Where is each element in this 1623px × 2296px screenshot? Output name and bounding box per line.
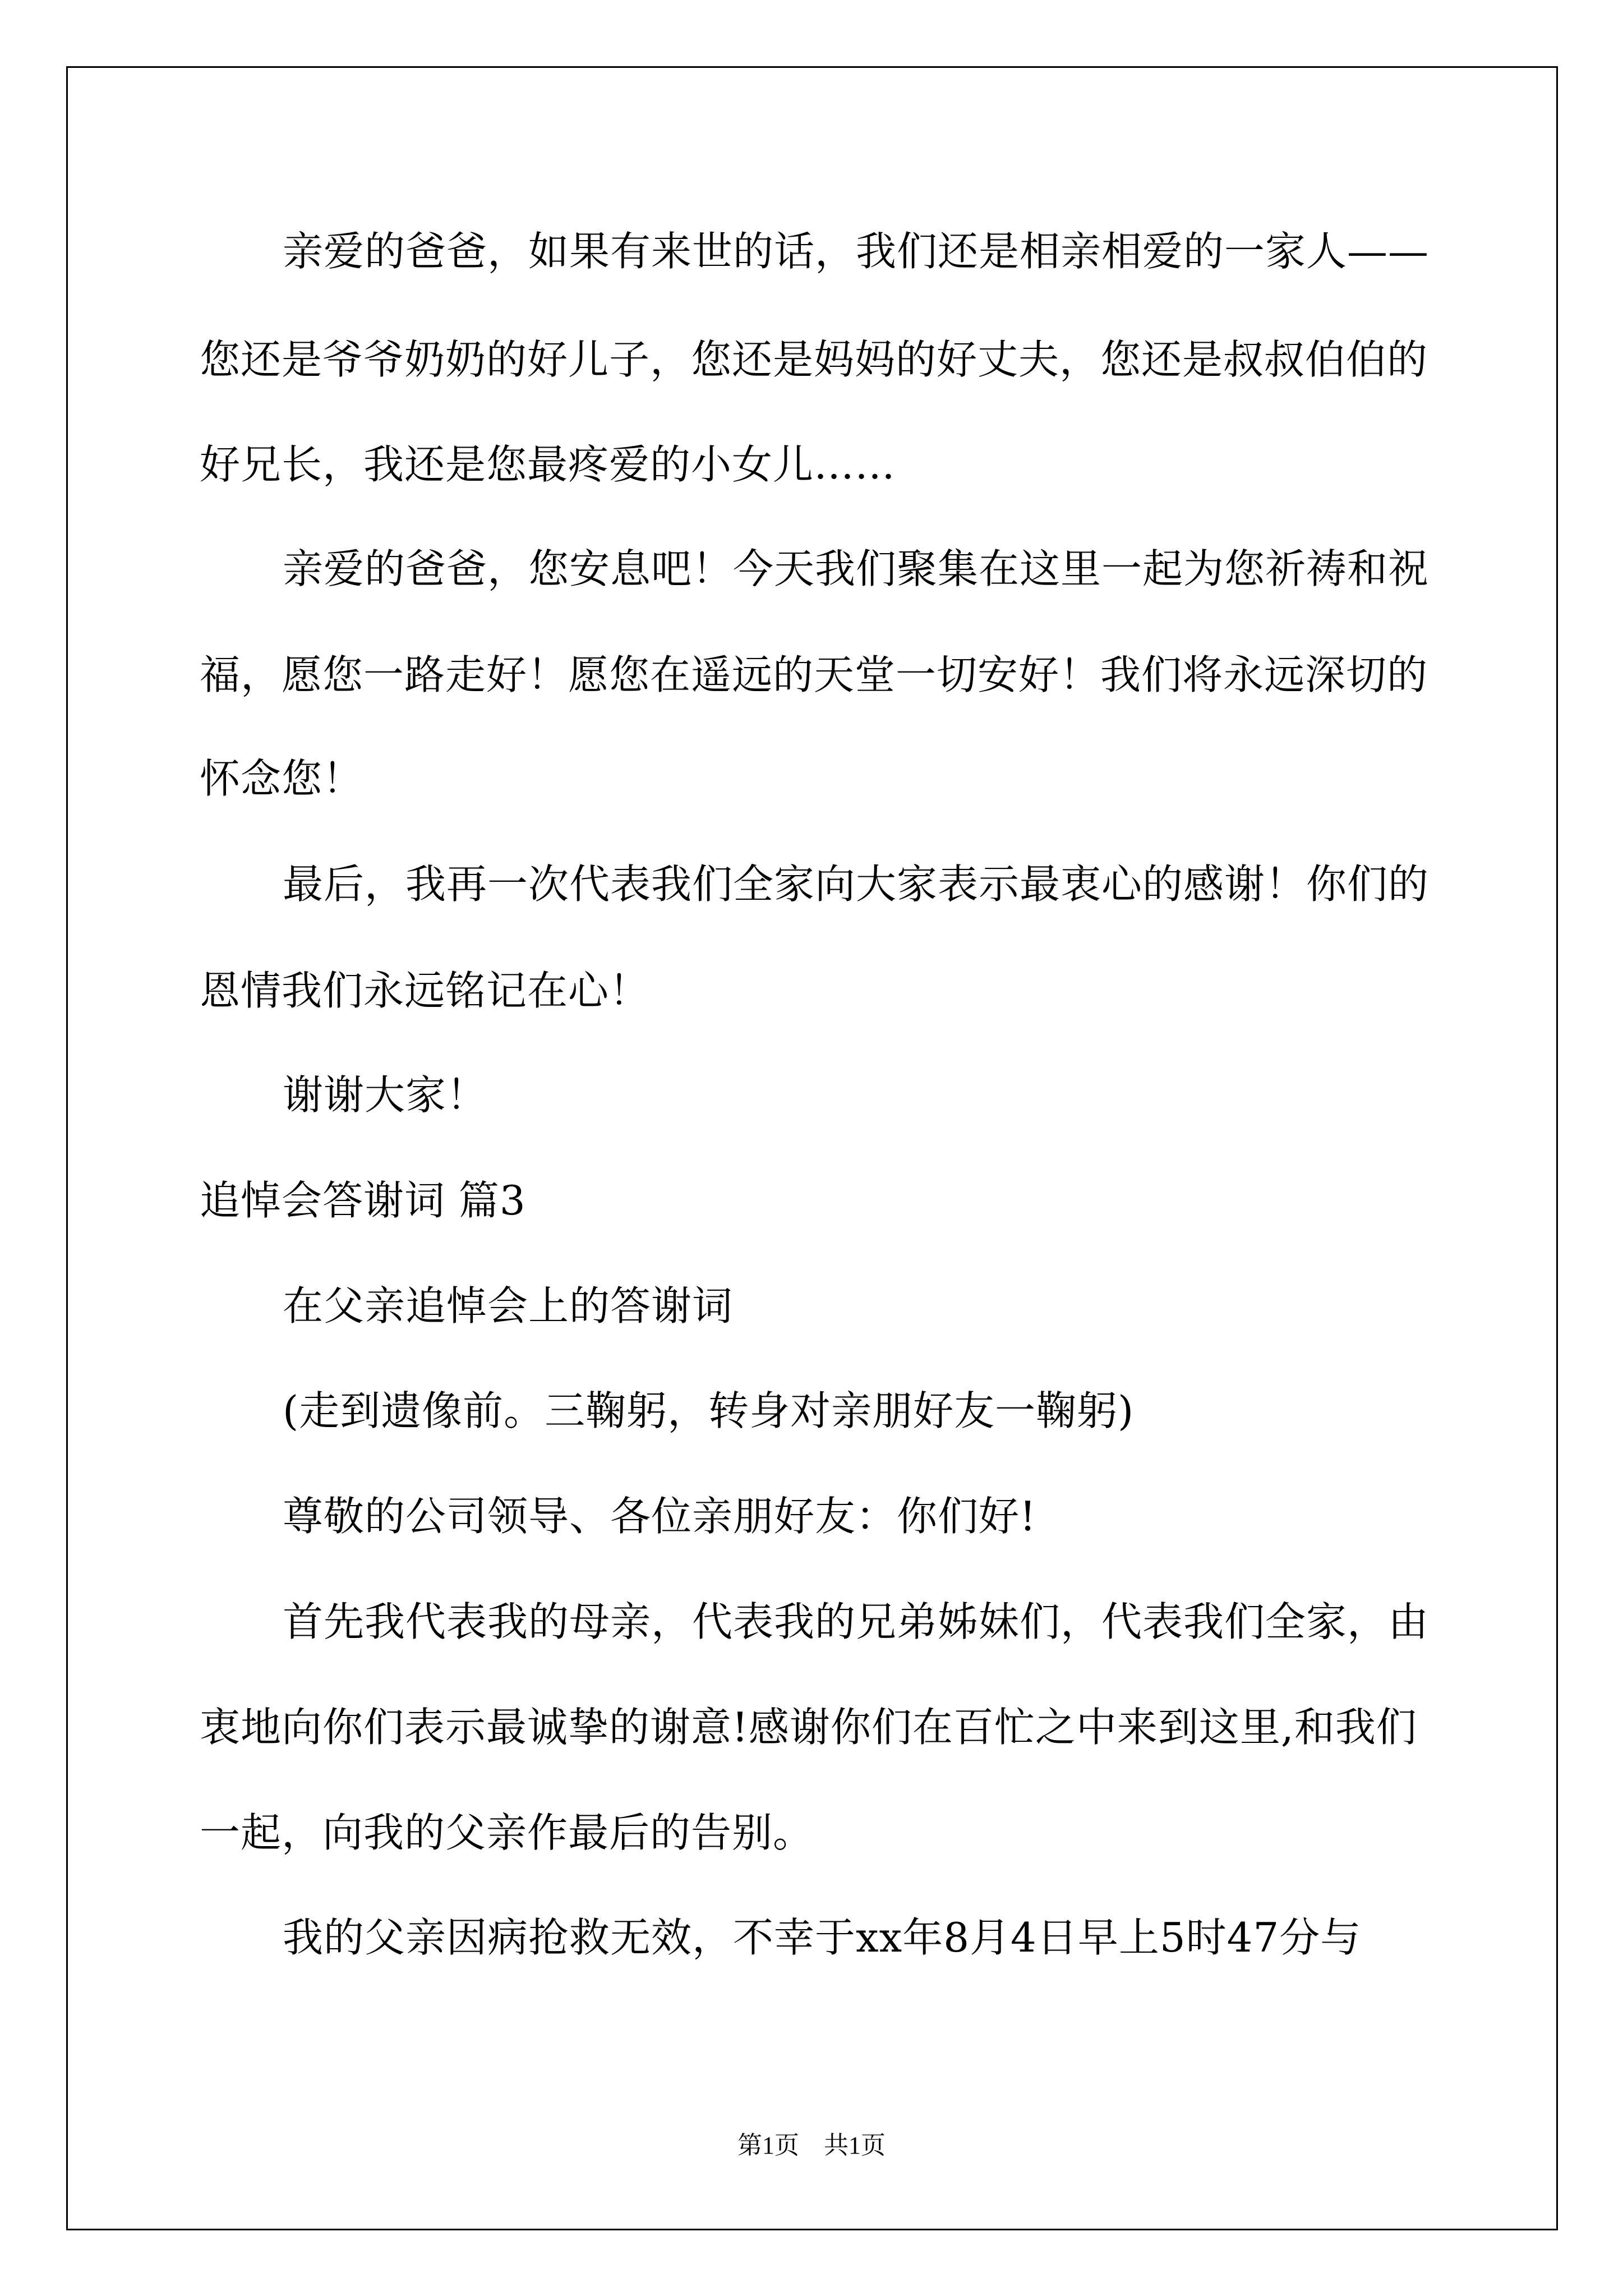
paragraph-line: 恩情我们永远铭记在心！ [200, 967, 651, 1014]
paragraph-line: 亲爱的爸爸，如果有来世的话，我们还是相亲相爱的一家人—— [283, 228, 1430, 275]
paragraph-line: 您还是爷爷奶奶的好儿子，您还是妈妈的好丈夫，您还是叔叔伯伯的 [200, 336, 1428, 383]
page-border [66, 66, 1558, 2230]
paragraph-line: 最后，我再一次代表我们全家向大家表示最衷心的感谢！你们的 [283, 861, 1430, 908]
paragraph-line: 怀念您！ [200, 755, 364, 802]
paragraph-line: 亲爱的爸爸，您安息吧！今天我们聚集在这里一起为您祈祷和祝 [283, 545, 1430, 592]
paragraph-line: (走到遗像前。三鞠躬，转身对亲朋好友一鞠躬) [283, 1387, 1135, 1434]
section-heading: 追悼会答谢词 篇3 [200, 1177, 526, 1224]
paragraph-line: 首先我代表我的母亲，代表我的兄弟姊妹们，代表我们全家，由 [283, 1598, 1430, 1645]
paragraph-line: 一起，向我的父亲作最后的告别。 [200, 1809, 814, 1856]
paragraph-line: 衷地向你们表示最诚挚的谢意!感谢你们在百忙之中来到这里,和我们 [200, 1704, 1417, 1751]
page-footer: 第1页 共1页 [737, 2132, 886, 2159]
paragraph-line: 尊敬的公司领导、各位亲朋好友：你们好! [283, 1493, 1036, 1540]
paragraph-line: 谢谢大家！ [283, 1071, 488, 1119]
paragraph-line: 在父亲追悼会上的答谢词 [283, 1282, 734, 1329]
paragraph-line: 好兄长，我还是您最疼爱的小女儿…… [200, 441, 896, 488]
paragraph-line: 我的父亲因病抢救无效，不幸于xx年8月4日早上5时47分与 [283, 1914, 1362, 1961]
paragraph-line: 福，愿您一路走好！愿您在遥远的天堂一切安好！我们将永远深切的 [200, 651, 1428, 698]
